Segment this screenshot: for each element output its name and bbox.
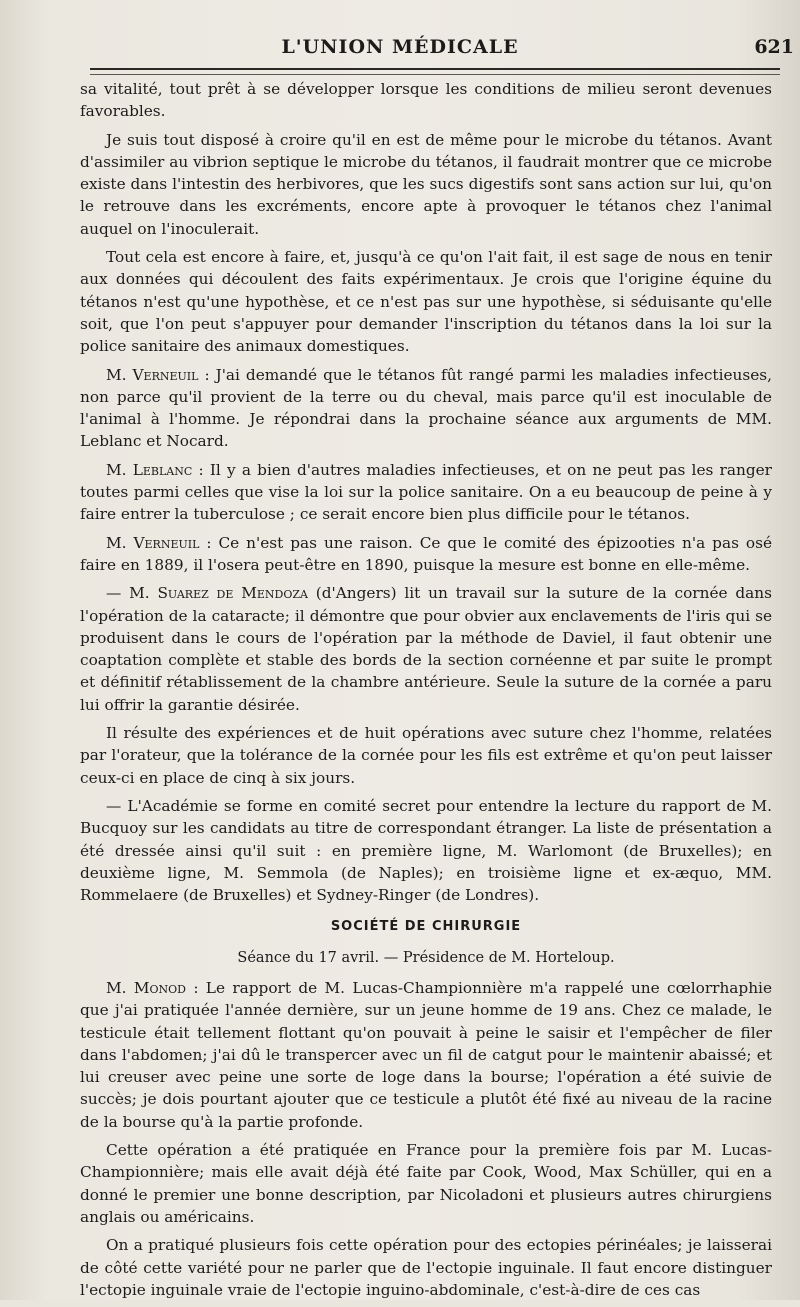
speech-text: : Ce n'est pas une raison. Ce que le comité des épizooties n'a pas osé faire en 1889, il l'osera peut-être en 1890, puisque la mesure est bonne en elle-même. [80, 533, 773, 574]
paragraph [80, 582, 772, 716]
speaker-name: M. Monod [106, 978, 186, 997]
speech-text: : Il y a bien d'autres maladies infectieuses, et on ne peut pas les ranger toutes parmi celles que vise la loi sur la police sanitaire. On a eu beaucoup de peine à y faire entrer la tuberculose ; ce serait encore bien plus difficile pour le tétanos. [80, 460, 772, 524]
paragraph: — L'Académie se forme en comité secret pour entendre la lecture du rapport de M. Bucquoy sur les candidats au titre de correspondant étranger. La liste de présentation a été dressée ainsi qu'il suit : en première ligne, M. Warlomont (de Bruxelles); en deuxième ligne, M. Semmola (de Naples); en troisième ligne et ex-æquo, MM. Rommelaere (de Bruxelles) et Sydney-Ringer (de Londres). [80, 796, 772, 905]
speaker-name: M. Leblanc [106, 460, 193, 479]
paragraph [80, 459, 772, 526]
session-line: Séance du 17 avril. — Présidence de M. Horteloup. [237, 949, 615, 966]
paragraph [80, 977, 772, 1133]
speech-text: : Le rapport de M. Lucas-Championnière m'a rappelé une cœlorrhaphie que j'ai pratiquée l'année dernière, sur un jeune homme de 19 ans. Chez ce malade, le testicule était tellement flottant qu'on pouvait à peine le saisir et l'empêcher de filer dans l'abdomen; j'ai dû le transpercer avec un fil de catgut pour le maintenir abaissé; et lui creuser avec peine une sorte de loge dans la bourse; l'opération a été suivie de succès; je dois pourtant ajouter que ce testicule a plutôt été fixé au niveau de la racine de la bourse qu'à la partie profonde. [80, 978, 773, 1131]
article-body [80, 78, 772, 1307]
header-rule-thin [90, 74, 780, 75]
speaker-name: Suarez de Mendoza [157, 584, 308, 603]
section-title: SOCIÉTÉ DE CHIRURGIE [330, 919, 522, 935]
paragraph: Il résulte des expériences et de huit opérations avec suture chez l'homme, relatées par l'orateur, que la tolérance de la cornée pour les fils est extrême et qu'on peut laisser ceux-ci en place de cinq à six jours. [80, 724, 772, 787]
page-header [0, 36, 800, 66]
paragraph [80, 364, 772, 453]
speaker-name: M. Verneuil [106, 533, 200, 552]
paragraph: Cette opération a été pratiquée en France pour la première fois par M. Lucas-Championnière; mais elle avait déjà été faite par Cook, Wood, Max Schüller, qui en a donné le premier une bonne description, par Nicoladoni et plusieurs autres chirurgiens anglais ou américains. [80, 1141, 772, 1226]
paragraph: Tout cela est encore à faire, et, jusqu'à ce qu'on l'ait fait, il est sage de nous en tenir aux données qui découlent des faits expérimentaux. Je crois que l'origine équine du tétanos n'est qu'une hypothèse, et ce n'est pas sur une hypothèse, si séduisante qu'elle soit, que l'on peut s'appuyer pour demander l'inscription du tétanos dans la loi sur la police sanitaire des animaux domestiques. [80, 248, 772, 356]
speech-text: (d'Angers) lit un travail sur la suture de la cornée dans l'opération de la cataracte; il démontre que pour obvier aux enclavements de l'iris qui se produisent dans le cours de l'opération par la méthode de Daviel, il faut obtenir une coaptation complète et stable des bords de la section cornéenne et par suite le prompt et définitif rétablissement de la chambre antérieure. Seule la suture de la cornée a paru lui offrir la garantie désirée. [80, 584, 772, 714]
paragraph: Je suis tout disposé à croire qu'il en est de même pour le microbe du tétanos. Avant d'assimiler au vibrion septique le microbe du tétanos, il faudrait montrer que ce microbe existe dans l'intestin des herbivores, que les sucs digestifs sont sans action sur lui, qu'on le retrouve dans les excréments, encore apte à provoquer le tétanos chez l'animal auquel on l'inoculerait. [80, 130, 772, 238]
paragraph: sa vitalité, tout prêt à se développer lorsque les conditions de milieu seront devenues favorables. [80, 80, 772, 121]
header-rule [90, 68, 780, 70]
paragraph [80, 532, 772, 577]
speaker-name: M. Verneuil [106, 365, 199, 384]
page-number: 621 [754, 36, 794, 58]
paragraph: On a pratiqué plusieurs fois cette opération pour des ectopies périnéales; je laisserai de côté cette variété pour ne parler que de l'ectopie inguinale. Il faut encore distinguer l'ectopie inguinale vraie de l'ectopie inguino-abdominale, c'est-à-dire de ces cas [80, 1236, 772, 1299]
running-title: L'UNION MÉDICALE [281, 36, 519, 58]
dash-lead: — M. [106, 584, 158, 603]
speech-text: : J'ai demandé que le tétanos fût rangé parmi les maladies infectieuses, non parce qu'il provient de la terre ou du cheval, mais parce qu'il est inoculable de l'animal à l'homme. Je répondrai dans la prochaine séance aux arguments de MM. Leblanc et Nocard. [80, 365, 772, 451]
